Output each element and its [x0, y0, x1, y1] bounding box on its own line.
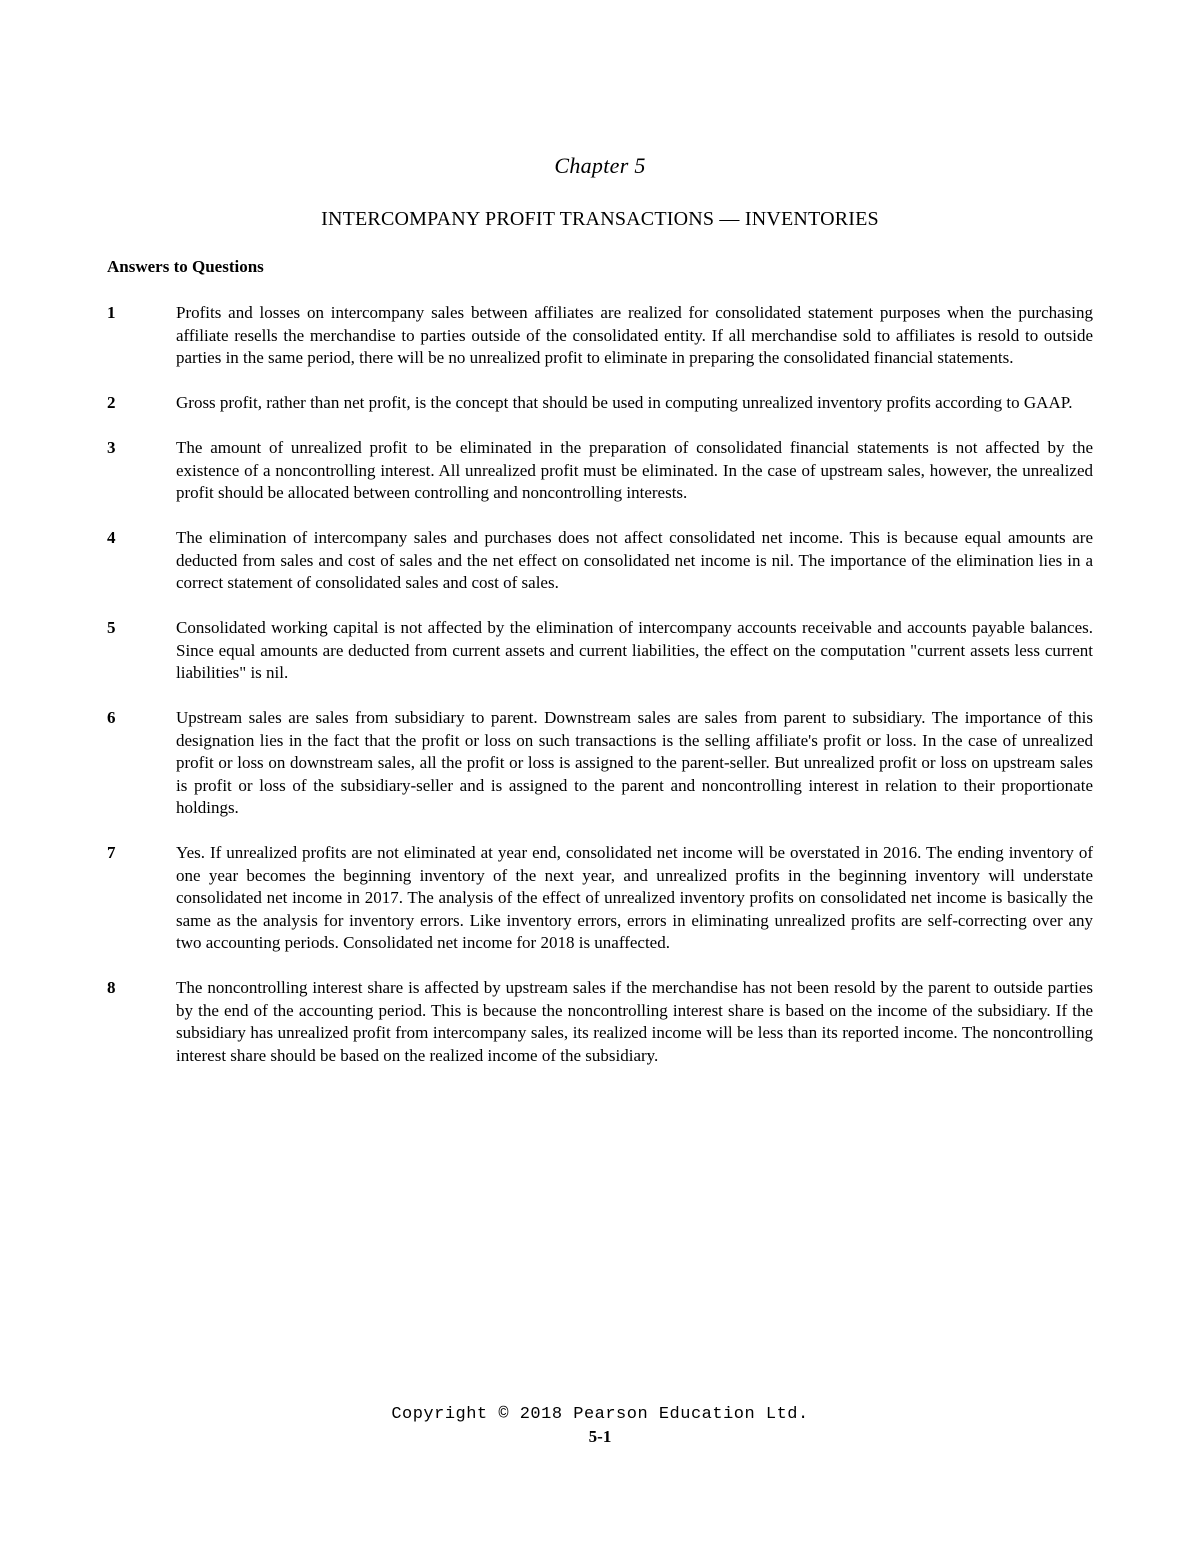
answer-item: [107, 707, 1093, 820]
answer-number: 7: [107, 843, 116, 862]
answer-number: 1: [107, 303, 116, 322]
section-heading: Answers to Questions: [107, 257, 264, 276]
answer-number: 5: [107, 618, 116, 637]
answers-list: [107, 302, 1093, 1090]
page-footer: [0, 1404, 1200, 1448]
answer-text: Gross profit, rather than net profit, is the concept that should be used in computing unrealized inventory profits according to GAAP.: [176, 393, 1073, 412]
chapter-label: Chapter 5: [554, 153, 646, 178]
page-number: 5-1: [588, 1427, 612, 1446]
answer-number: 4: [107, 528, 116, 547]
answer-item: [107, 527, 1093, 595]
answer-item: [107, 617, 1093, 685]
answer-text: Consolidated working capital is not affected by the elimination of intercompany accounts receivable and accounts payable balances. Since equal amounts are deducted from current assets and current liabilities, the effect on the computation "current assets less current liabilities" is nil.: [176, 618, 1093, 682]
answer-text: Upstream sales are sales from subsidiary to parent. Downstream sales are sales from parent to subsidiary. The importance of this designation lies in the fact that the profit or loss on such transactions is the selling affiliate's profit or loss. In the case of unrealized profit or loss on downstream sales, all the profit or loss is assigned to the parent-seller. But unrealized profit or loss on upstream sales is profit or loss of the subsidiary-seller and is assigned to the parent and noncontrolling interest in relation to their proportionate holdings.: [176, 708, 1093, 817]
answer-text: The elimination of intercompany sales and purchases does not affect consolidated net income. This is because equal amounts are deducted from sales and cost of sales and the net effect on consolidated net income is nil. The importance of the elimination lies in a correct statement of consolidated sales and cost of sales.: [176, 528, 1093, 592]
page-title: INTERCOMPANY PROFIT TRANSACTIONS — INVENTORIES: [321, 208, 879, 230]
answer-number: 6: [107, 708, 116, 727]
answer-text: Profits and losses on intercompany sales between affiliates are realized for consolidated statement purposes when the purchasing affiliate resells the merchandise to parties outside of the consolidated entity. If all merchandise sold to affiliates is resold to outside parties in the same period, there will be no unrealized profit to eliminate in preparing the consolidated financial statements.: [176, 303, 1093, 367]
answer-number: 8: [107, 978, 116, 997]
answer-number: 3: [107, 438, 116, 457]
answer-text: Yes. If unrealized profits are not eliminated at year end, consolidated net income will be overstated in 2016. The ending inventory of one year becomes the beginning inventory of the next year, and unrealized profits in the beginning inventory will understate consolidated net income in 2017. The analysis of the effect of unrealized inventory profits on consolidated net income is basically the same as the analysis for inventory errors. Like inventory errors, errors in eliminating unrealized profits are self-correcting over any two accounting periods. Consolidated net income for 2018 is unaffected.: [176, 843, 1093, 952]
answer-item: [107, 437, 1093, 505]
answer-text: The amount of unrealized profit to be eliminated in the preparation of consolidated financial statements is not affected by the existence of a noncontrolling interest. All unrealized profit must be eliminated. In the case of upstream sales, however, the unrealized profit should be allocated between controlling and noncontrolling interests.: [176, 438, 1093, 502]
copyright-notice: Copyright © 2018 Pearson Education Ltd.: [391, 1405, 809, 1424]
answer-item: [107, 977, 1093, 1067]
answer-number: 2: [107, 393, 116, 412]
answer-item: [107, 302, 1093, 370]
answer-item: [107, 842, 1093, 955]
answer-item: [107, 392, 1093, 415]
answer-text: The noncontrolling interest share is affected by upstream sales if the merchandise has not been resold by the parent to outside parties by the end of the accounting period. This is because the noncontrolling interest share is based on the income of the subsidiary. If the subsidiary has unrealized profit from intercompany sales, its realized income will be less than its reported income. The noncontrolling interest share should be based on the realized income of the subsidiary.: [176, 978, 1093, 1065]
